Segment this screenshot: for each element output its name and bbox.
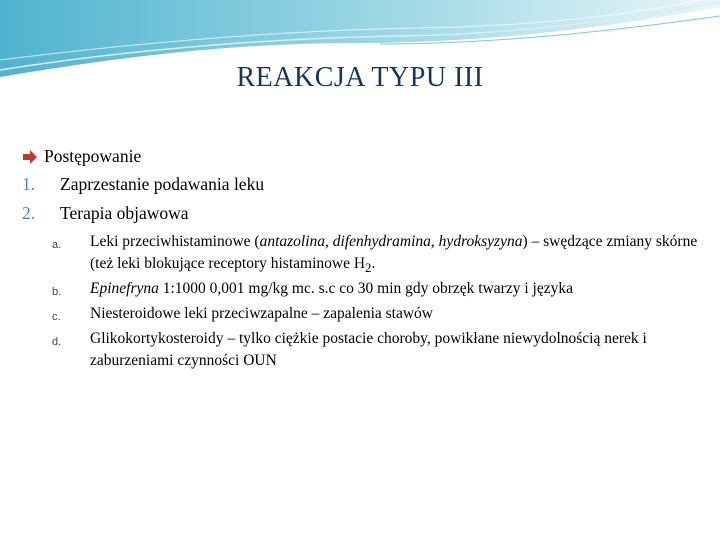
item-number: 1. [22, 174, 36, 194]
sub-label: d. [52, 336, 62, 348]
item-number: 2. [22, 203, 36, 223]
heading-bullet [22, 146, 141, 167]
sub-label: a. [52, 239, 62, 251]
sub-text: Niesteroidowe leki przeciwzapalne – zapalenia stawów [90, 305, 433, 322]
item-text: Zaprzestanie podawania leku [60, 174, 265, 194]
arrow-bullet-icon [22, 150, 38, 164]
sub-text: Glikokortykosteroidy – tylko ciężkie postacie choroby, powikłane niewydolnością nerek i zaburzeniami czynności OUN [90, 330, 647, 369]
sub-label: c. [52, 311, 61, 323]
sub-text: Leki przeciwhistaminowe (antazolina, difenhydramina, hydroksyzyna) – swędzące zmiany skórne (też leki blokujące receptory histaminowe $H_2$. [90, 233, 698, 276]
item-text: Terapia objawowa [60, 203, 189, 223]
sub-label: b. [52, 286, 62, 298]
heading-text: Postępowanie [44, 146, 142, 166]
sub-text: Epinefryna 1:1000 0,001 mg/kg mc. s.c co 30 min gdy obrzęk twarzy i języka [90, 280, 573, 297]
slide-title: REAKCJA TYPU III [236, 62, 484, 93]
